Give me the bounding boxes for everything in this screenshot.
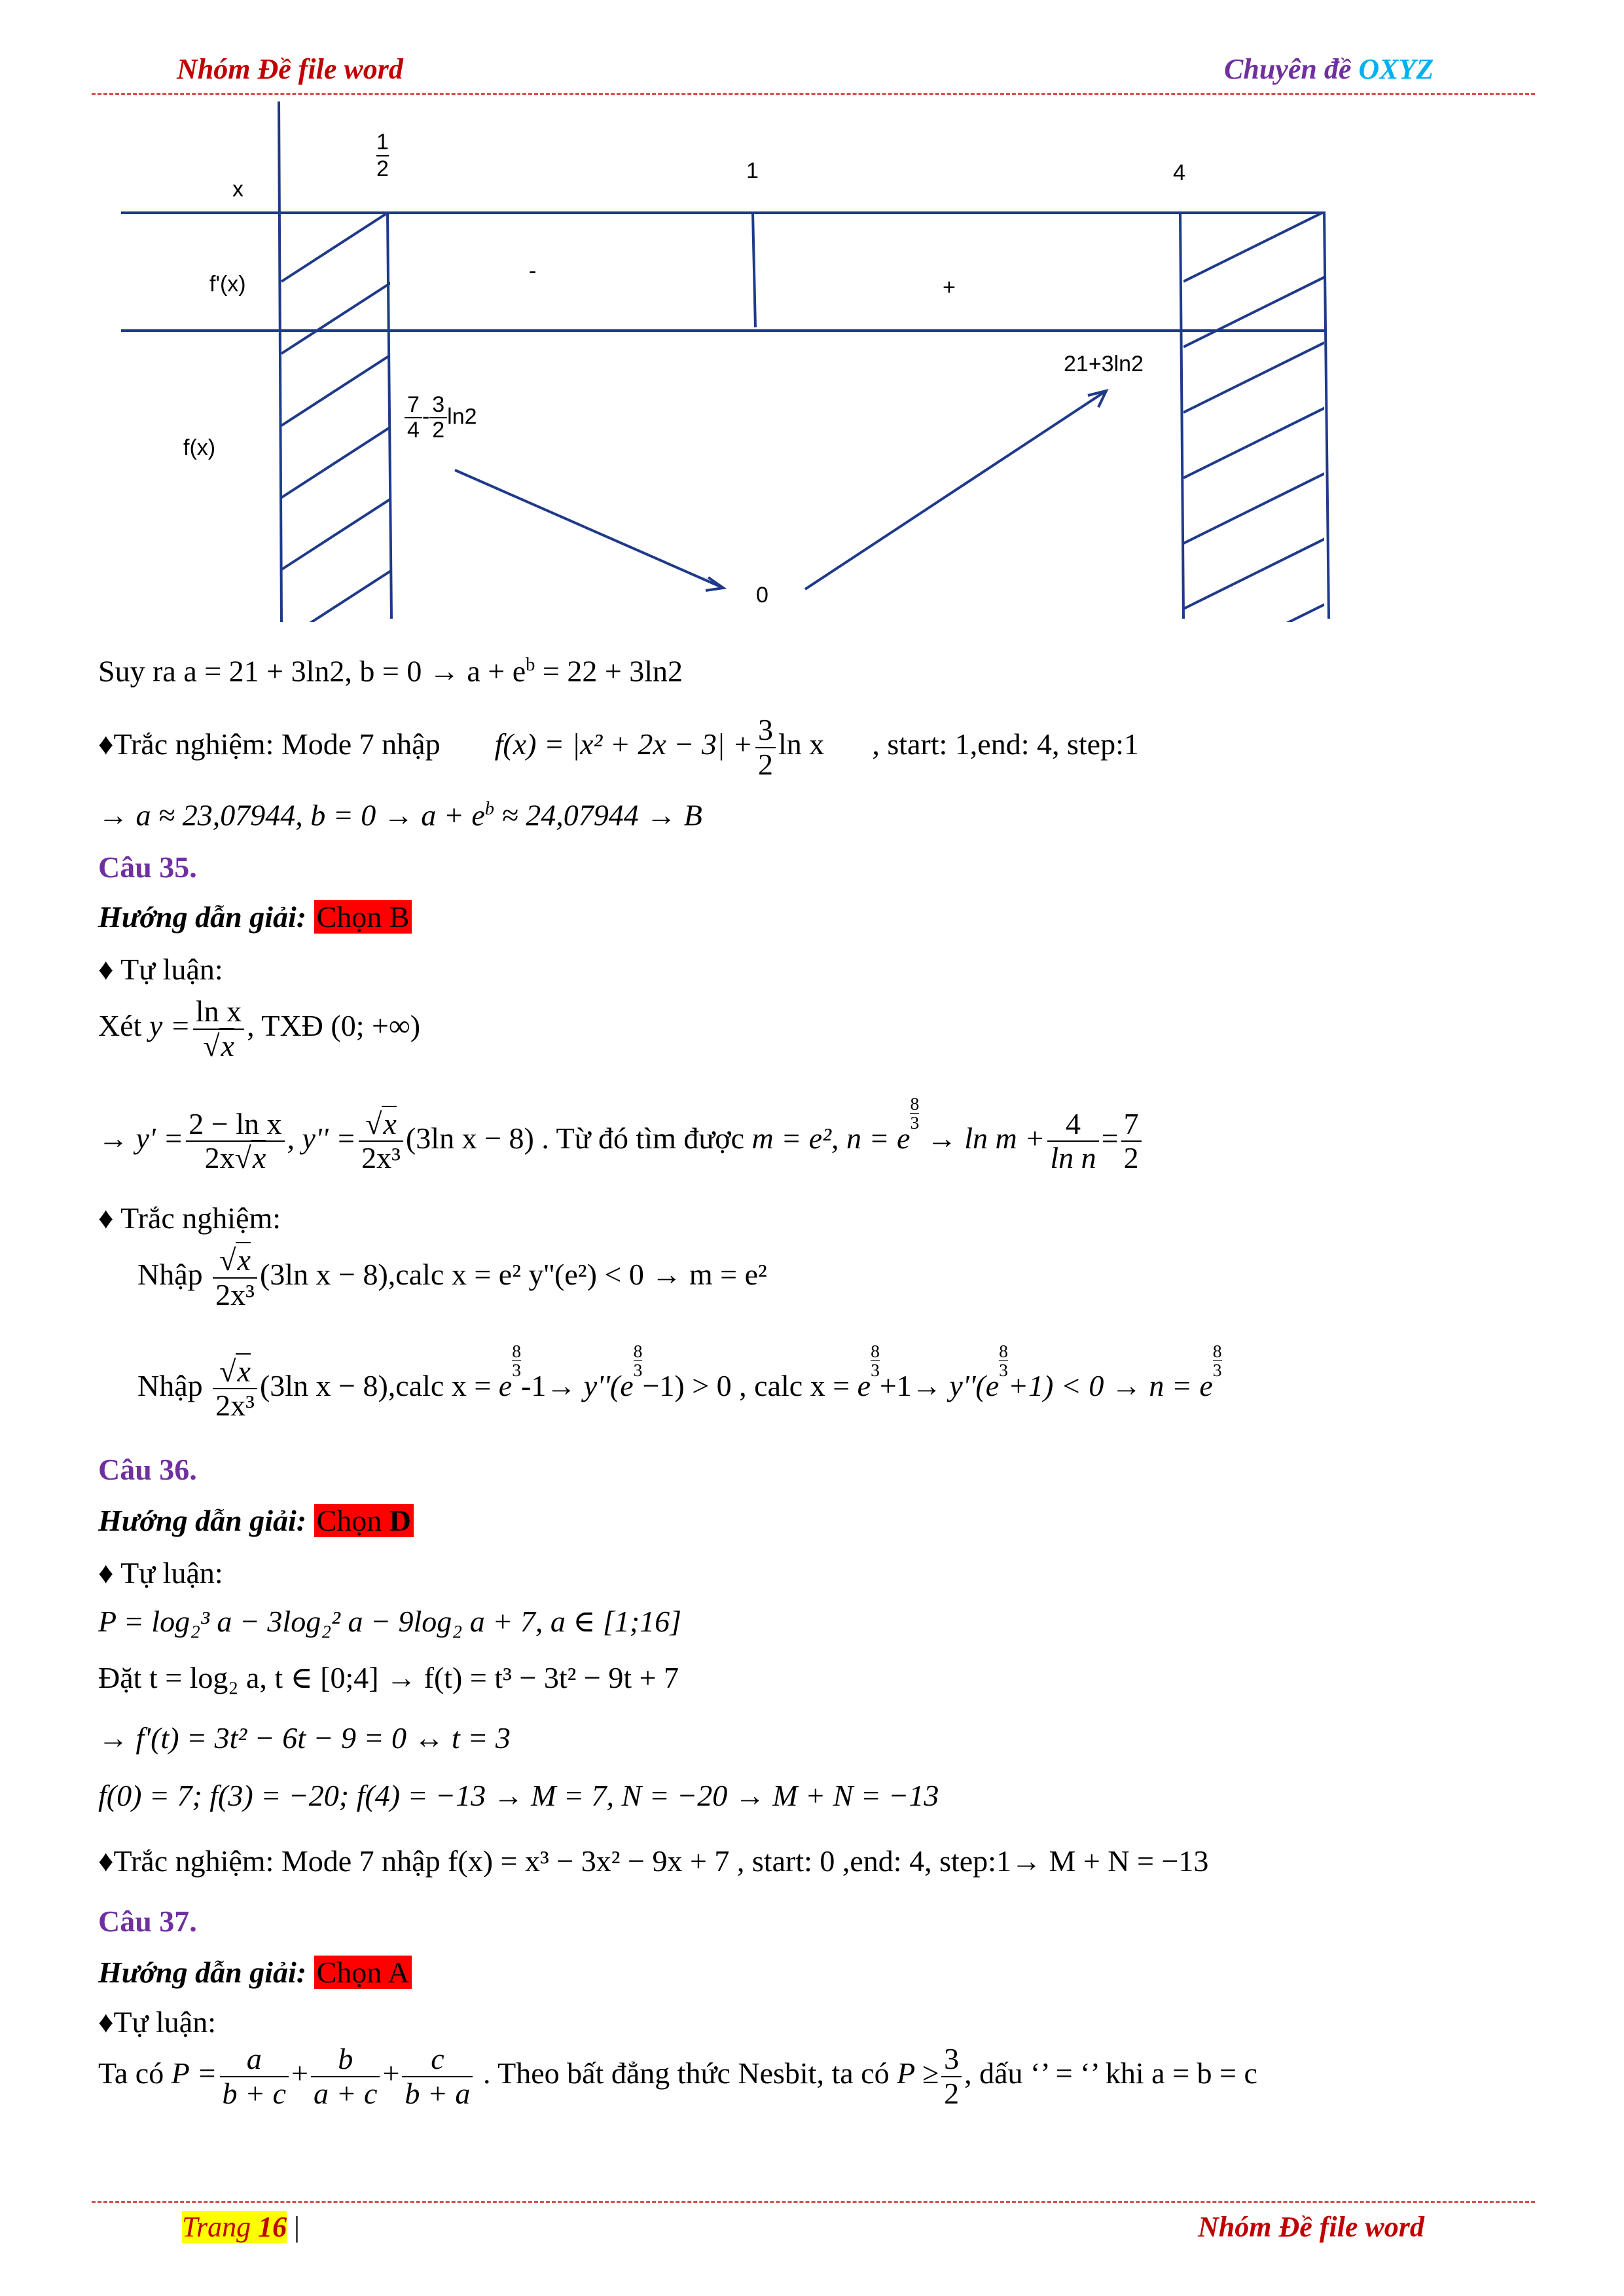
q35-derivative: → y' = $\frac{\text{2 − ln x}}{2x√x}$ , y'' = $\frac{√x}{\text{2x³}}$ (3ln x − 8) . Từ đó tìm được m = e², n = e $\frac{8}{3}$ → ln m + $\frac{4}{\text{ln n}}$ = $\frac{7}{2}$	[98, 1095, 1532, 1175]
q35-nhap-1: Nhập $\frac{√x}{\text{2x³}}$ (3ln x − 8),calc x = e² y''(e²) < 0 → m = e²	[137, 1243, 767, 1311]
footer-right: Nhóm Đề file word	[1198, 2211, 1424, 2243]
f-right-value: 21+3ln2	[1064, 352, 1144, 376]
sign-minus: -	[529, 259, 537, 283]
q37-tuluan: ♦Tự luận:	[98, 2005, 216, 2039]
arrow-down	[455, 470, 723, 588]
variation-table	[0, 98, 1624, 635]
arrow-up	[805, 391, 1106, 589]
question-36-title: Câu 36.	[98, 1453, 197, 1486]
question-37-guide: Hướng dẫn giải: Chọn A	[98, 1958, 1532, 1988]
calc-line-1: ♦Trắc nghiệm: Mode 7 nhập f(x) = |x² + 2x − 3| + $\frac{3}{2}$ ln x , start: 1,end: 4, step:1	[98, 713, 1139, 781]
table-row-x: x	[232, 177, 244, 202]
question-36-guide: Hướng dẫn giải: Chọn D	[98, 1506, 1532, 1536]
table-row-fp: f'(x)	[209, 272, 246, 297]
question-35-title: Câu 35.	[98, 850, 197, 884]
question-35-guide: Hướng dẫn giải: Chọn B	[98, 902, 1532, 932]
q36-derivative: → f'(t) = 3t² − 6t − 9 = 0 ↔ t = 3	[98, 1721, 511, 1755]
header-right-highlight: OXYZ	[1358, 53, 1434, 85]
footer-page: Trang 16 |	[182, 2211, 300, 2243]
x-value-four: 4	[1173, 160, 1185, 185]
header-right-prefix: Chuyên đề	[1224, 53, 1359, 85]
q35-nhap-2: Nhập $\frac{√x}{\text{2x³}}$ (3ln x − 8),calc x = e $\frac{8}{3}$ -1→ y''(e $\frac{8}{3}$ −1) > 0 , calc x = e $\frac{8}{3}$ +1→ y''(e $\frac{8}{3}$ +1) < 0 → n = e $\frac{8}{3}$	[137, 1341, 1222, 1423]
q36-tracnghiem: ♦Trắc nghiệm: Mode 7 nhập f(x) = x³ − 3x² − 9x + 7 , start: 0 ,end: 4, step:1→ M + N = −13	[98, 1844, 1209, 1878]
answer-36-badge: Chọn D	[314, 1504, 414, 1537]
q36-dat: Đặt t = log₂ a, t ∈ [0;4] → f(t) = t³ − 3t² − 9t + 7	[98, 1661, 679, 1694]
footer-divider	[92, 2201, 1535, 2203]
question-37-title: Câu 37.	[98, 1904, 197, 1938]
q35-tuluan: ♦ Tự luận:	[98, 953, 223, 986]
calc-line-2: → a ≈ 23,07944, $b = 0 \to a + e^b \approx 24,07944 \to B$	[98, 798, 702, 832]
table-row-f: f(x)	[183, 435, 216, 460]
header-divider	[92, 93, 1535, 95]
q36-values: f(0) = 7; f(3) = −20; f(4) = −13 → M = 7, N = −20 → M + N = −13	[98, 1779, 939, 1812]
answer-37-badge: Chọn A	[314, 1956, 412, 1989]
q35-xet: Xét y = $\frac{\text{ln x}}{√x}$ , TXĐ (0; +∞)	[98, 994, 421, 1063]
f-left-value: $\frac{7}{4}$ - $\frac{3}{2}$ ln2	[405, 393, 477, 443]
sign-plus: +	[943, 275, 956, 300]
x-value-half: 1 2	[376, 130, 389, 181]
header-right	[1224, 52, 1434, 86]
q36-p: P = log₂³ a − 3log₂² a − 9log₂ a + 7, a ∈ [1;16]	[98, 1605, 682, 1638]
conclusion-line: Suy ra a = 21 + 3ln2, $b = 0 \to a + e^b = 22 + 3\ln 2$	[98, 654, 683, 688]
q35-tracnghiem: ♦ Trắc nghiệm:	[98, 1201, 281, 1235]
f-zero-value: 0	[756, 583, 768, 608]
answer-35-badge: Chọn B	[314, 900, 412, 934]
q36-tuluan: ♦ Tự luận:	[98, 1556, 223, 1590]
header-left: Nhóm Đề file word	[177, 53, 403, 85]
x-value-one: 1	[746, 158, 759, 183]
q37-nesbit: Ta có P = $\frac{a}{b + c}$ + $\frac{b}{a + c}$ + $\frac{c}{b + a}$ . Theo bất đẳng thức Nesbit, ta có P ≥ $\frac{3}{2}$ , dấu ‘’ = ‘’ khi a = b = c	[98, 2042, 1257, 2110]
